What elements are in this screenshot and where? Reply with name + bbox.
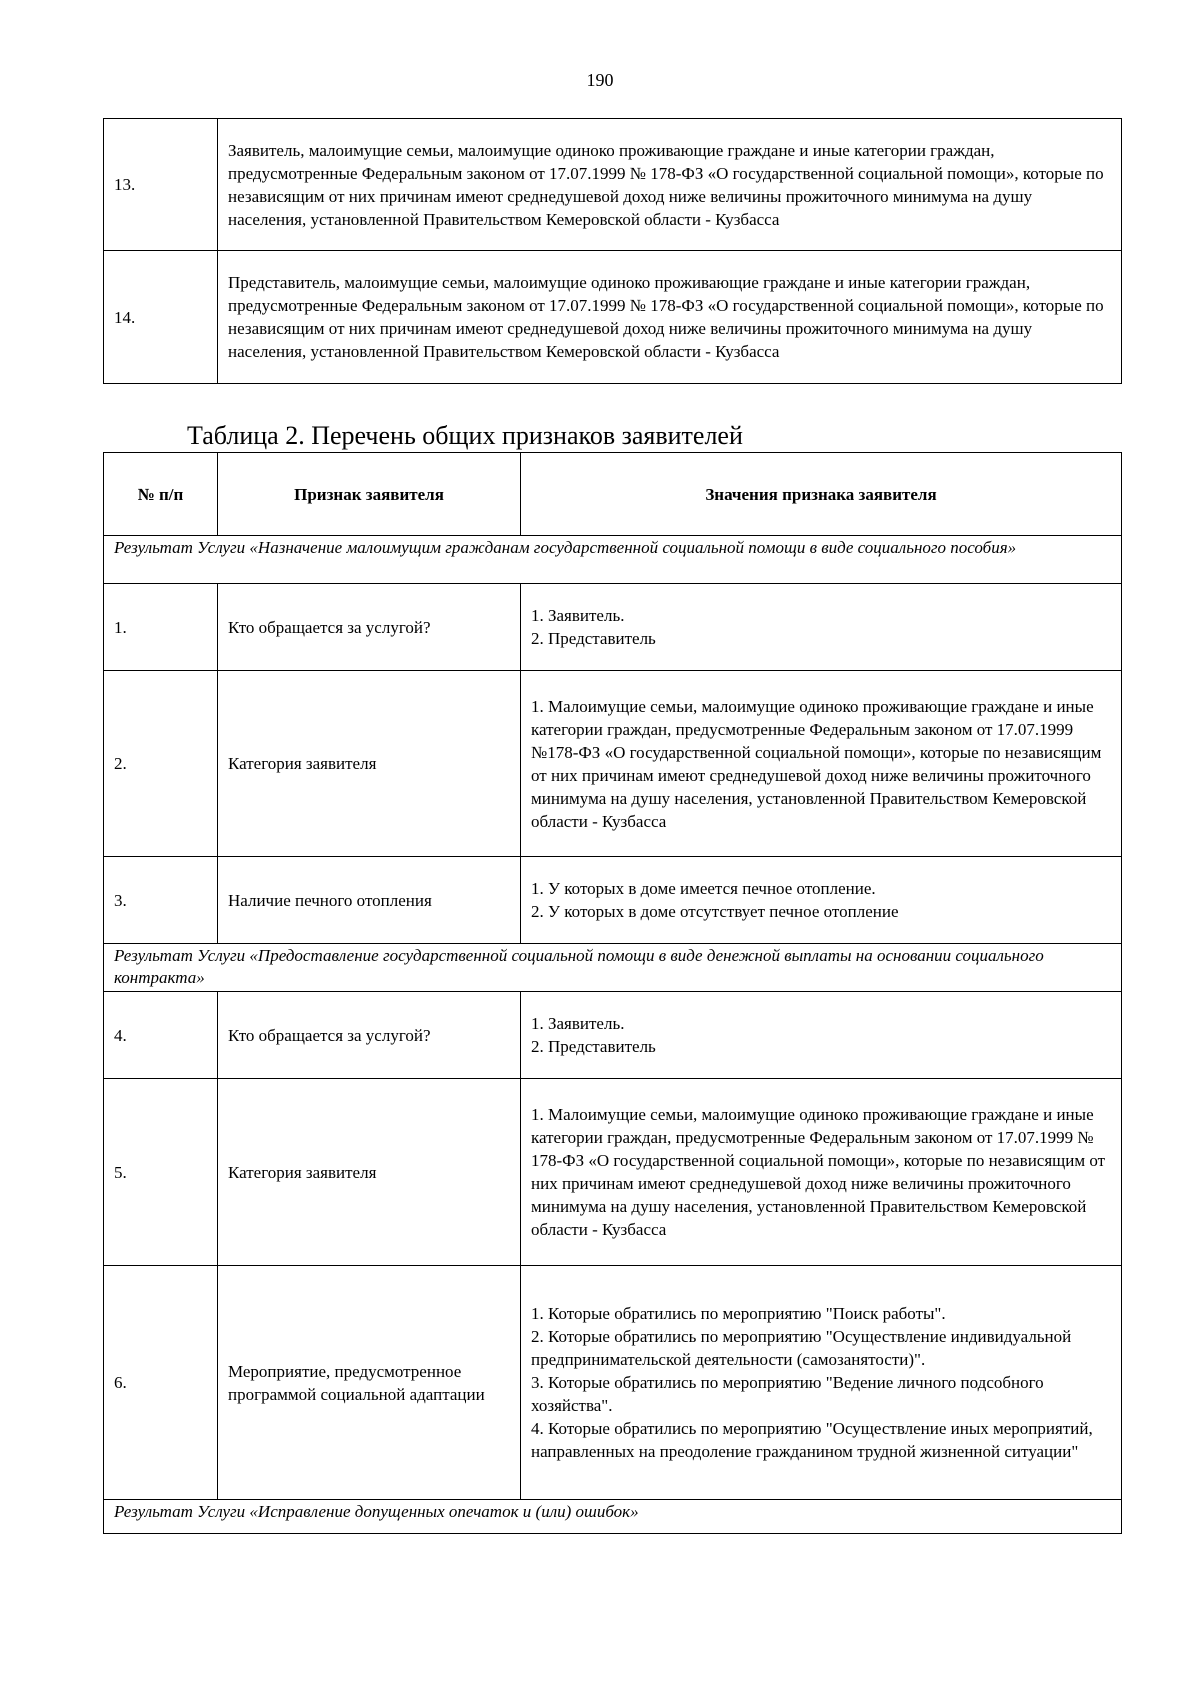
section-row	[104, 1500, 1122, 1534]
section-title: Результат Услуги «Назначение малоимущим гражданам государственной социальной помощи в виде социального пособия»	[104, 536, 1122, 584]
row-values	[521, 857, 1122, 944]
row-values	[521, 992, 1122, 1079]
row-values	[521, 1266, 1122, 1500]
row-attribute: Наличие печного отопления	[218, 857, 521, 944]
row-number: 3.	[104, 857, 218, 944]
row-values	[521, 671, 1122, 857]
table-row	[104, 1266, 1122, 1500]
row-attribute: Мероприятие, предусмотренное программой социальной адаптации	[218, 1266, 521, 1500]
value-line: 1. Заявитель.	[531, 606, 625, 625]
page-number: 190	[586, 70, 614, 90]
value-line: 4. Которые обратились по мероприятию "Осуществление иных мероприятий, направленных на преодоление гражданином трудной жизненной ситуации"	[531, 1419, 1093, 1461]
value-line: 1. Малоимущие семьи, малоимущие одиноко проживающие граждане и иные категории граждан, предусмотренные Федеральным законом от 17.07.1999 №178-ФЗ «О государственной социальной помощи», которые по независящим от них причинам имеют среднедушевой доход ниже величины прожиточного минимума на душу населения, установленной Правительством Кемеровской области - Кузбасса	[531, 696, 1102, 831]
value-line: 3. Которые обратились по мероприятию "Ведение личного подсобного хозяйства".	[531, 1373, 1044, 1415]
value-line: 1. Заявитель.	[531, 1014, 625, 1033]
header-number: № п/п	[104, 453, 218, 536]
header-values: Значения признака заявителя	[521, 453, 1122, 536]
row-description: Заявитель, малоимущие семьи, малоимущие одиноко проживающие граждане и иные категории граждан, предусмотренные Федеральным законом от 17.07.1999 № 178-ФЗ «О государственной социальной помощи», которые по независящим от них причинам имеют среднедушевой доход ниже величины прожиточного минимума на душу населения, установленной Правительством Кемеровской области - Кузбасса	[218, 119, 1122, 251]
row-number: 6.	[104, 1266, 218, 1500]
value-line: 2. Которые обратились по мероприятию "Осуществление индивидуальной предпринимательской деятельности (самозанятости)".	[531, 1327, 1072, 1369]
value-line: 2. Представитель	[531, 629, 656, 648]
header-attribute: Признак заявителя	[218, 453, 521, 536]
section-title: Результат Услуги «Исправление допущенных опечаток и (или) ошибок»	[104, 1500, 1122, 1534]
section-row	[104, 536, 1122, 584]
table-row	[104, 857, 1122, 944]
section-title: Результат Услуги «Предоставление государственной социальной помощи в виде денежной выплаты на основании социального контракта»	[104, 944, 1122, 992]
table-row	[104, 671, 1122, 857]
row-attribute: Категория заявителя	[218, 671, 521, 857]
row-description: Представитель, малоимущие семьи, малоимущие одиноко проживающие граждане и иные категории граждан, предусмотренные Федеральным законом от 17.07.1999 № 178-ФЗ «О государственной социальной помощи», которые по независящим от них причинам имеют среднедушевой доход ниже величины прожиточного минимума на душу населения, установленной Правительством Кемеровской области - Кузбасса	[218, 251, 1122, 384]
row-values	[521, 1079, 1122, 1266]
row-number: 2.	[104, 671, 218, 857]
applicants-table-continued	[103, 118, 1122, 384]
row-values	[521, 584, 1122, 671]
value-line: 2. Представитель	[531, 1037, 656, 1056]
row-attribute: Категория заявителя	[218, 1079, 521, 1266]
table-row	[104, 119, 1122, 251]
row-number: 13.	[104, 119, 218, 251]
applicant-attributes-table	[103, 452, 1122, 1534]
table-row	[104, 992, 1122, 1079]
value-line: 1. У которых в доме имеется печное отопление.	[531, 879, 876, 898]
table-header-row	[104, 453, 1122, 536]
value-line: 2. У которых в доме отсутствует печное отопление	[531, 902, 899, 921]
value-line: 1. Малоимущие семьи, малоимущие одиноко проживающие граждане и иные категории граждан, предусмотренные Федеральным законом от 17.07.1999 № 178-ФЗ «О государственной социальной помощи», которые по независящим от них причинам имеют среднедушевой доход ниже величины прожиточного минимума на душу населения, установленной Правительством Кемеровской области - Кузбасса	[531, 1105, 1106, 1239]
table-row	[104, 251, 1122, 384]
section-row	[104, 944, 1122, 992]
table-row	[104, 584, 1122, 671]
row-number: 5.	[104, 1079, 218, 1266]
row-number: 14.	[104, 251, 218, 384]
row-attribute: Кто обращается за услугой?	[218, 992, 521, 1079]
value-line: 1. Которые обратились по мероприятию "Поиск работы".	[531, 1304, 946, 1323]
table-caption: Таблица 2. Перечень общих признаков заявителей	[187, 421, 743, 450]
row-number: 4.	[104, 992, 218, 1079]
row-attribute: Кто обращается за услугой?	[218, 584, 521, 671]
table-row	[104, 1079, 1122, 1266]
row-number: 1.	[104, 584, 218, 671]
